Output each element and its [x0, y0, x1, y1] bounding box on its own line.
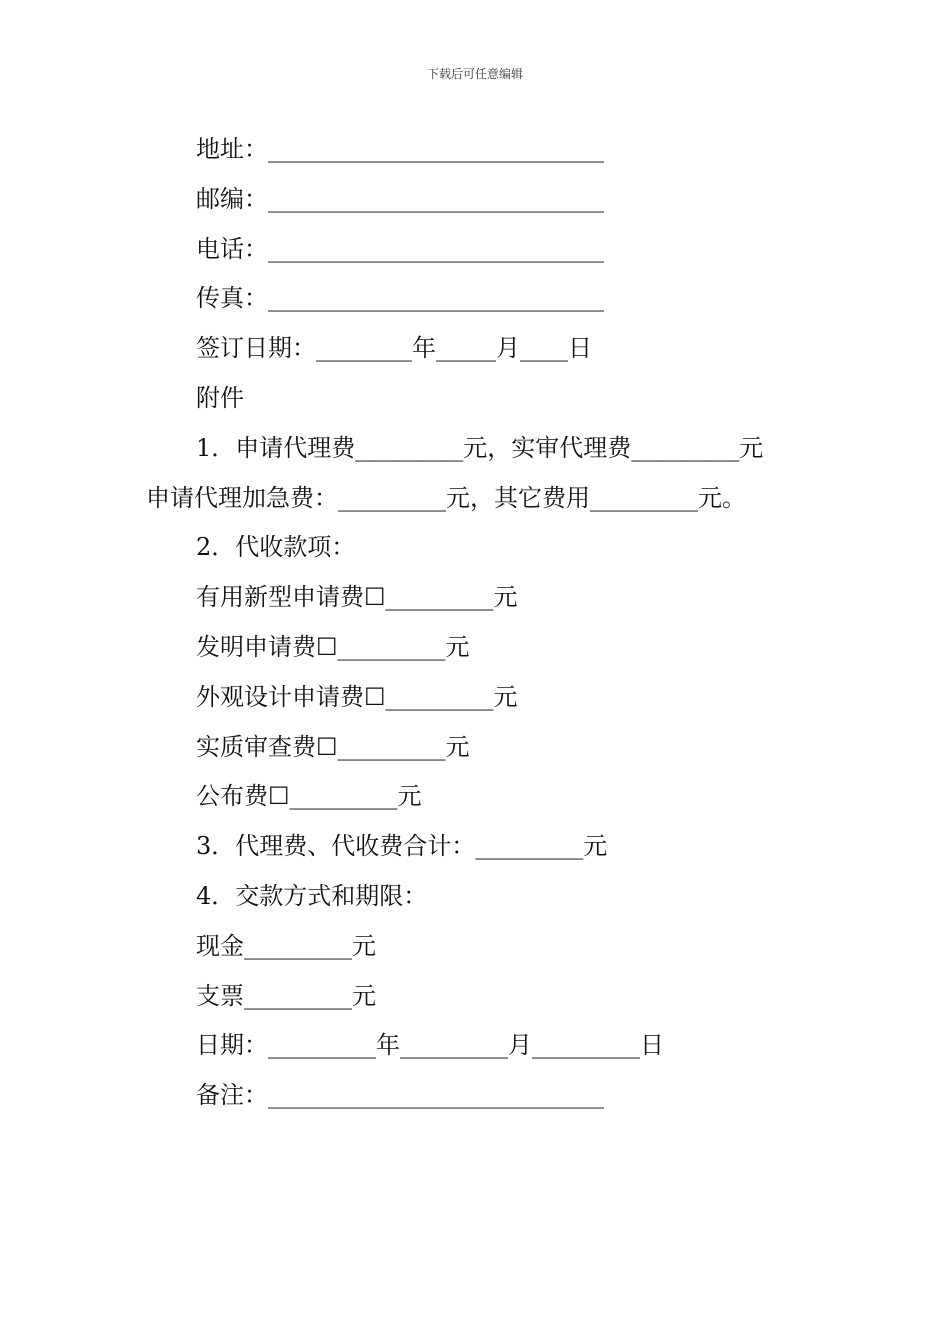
design-fee-line: 外观设计申请费☐_________元: [196, 682, 518, 711]
fax-line: 传真：____________________________: [196, 284, 604, 313]
invention-fee-line: 发明申请费☐_________元: [196, 632, 470, 661]
page-header: 下载后可任意编辑: [426, 67, 523, 81]
cash-line: 现金_________元: [196, 931, 376, 960]
total-fee-line: 3．代理费、代收费合计：_________元: [196, 832, 608, 861]
document-body: [0, 125, 950, 1121]
attachment-heading: 附件: [196, 383, 244, 412]
signing-date-line: 签订日期：________年_____月____日: [196, 334, 592, 363]
phone-line: 电话：____________________________: [196, 234, 604, 263]
agency-fee-line: 1．申请代理费_________元，实审代理费_________元: [196, 433, 764, 462]
agency-fee-line-continued: 申请代理加急费：_________元，其它费用_________元。: [146, 483, 746, 512]
payment-method-heading: 4．交款方式和期限：: [196, 881, 428, 910]
postcode-line: 邮编：____________________________: [196, 184, 604, 213]
date-line: 日期：_________年_________月_________日: [196, 1031, 664, 1060]
cheque-line: 支票_________元: [196, 981, 376, 1010]
address-line: 地址：____________________________: [196, 135, 604, 163]
publication-fee-line: 公布费☐_________元: [196, 782, 422, 811]
collected-items-heading: 2．代收款项：: [196, 533, 356, 562]
remarks-line: 备注：____________________________: [196, 1081, 604, 1110]
substantive-exam-fee-line: 实质审查费☐_________元: [196, 732, 470, 761]
utility-model-fee-line: 有用新型申请费☐_________元: [196, 583, 518, 612]
